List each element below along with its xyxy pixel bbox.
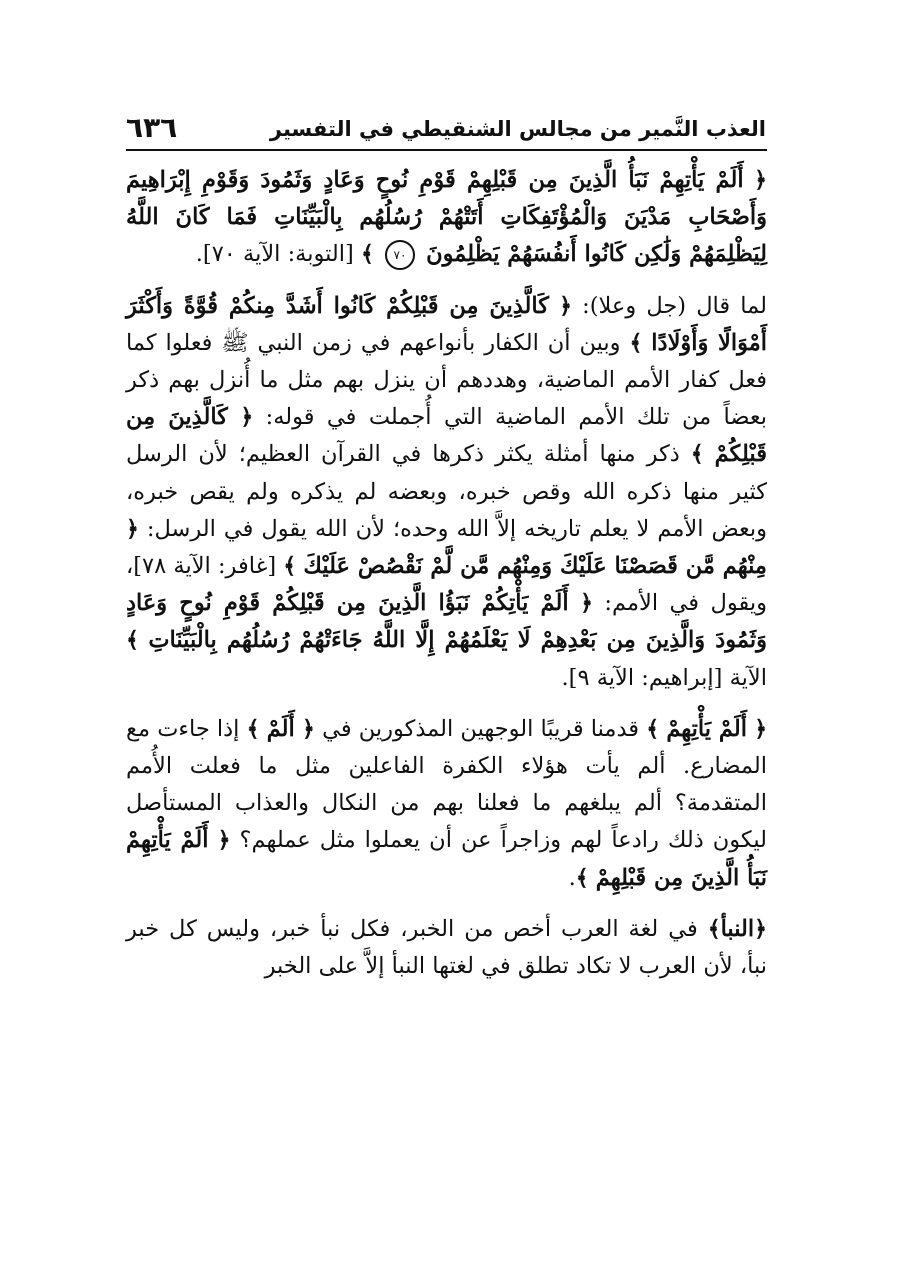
ornate-bracket-open: ﴿ [301,715,315,742]
paragraph-text: قدمنا قريبًا الوجهين المذكورين في [322,715,640,742]
ornate-bracket-open: ﴿ [754,715,768,742]
quran-verse: أَلَمْ يَأْتِهِمْ [666,715,747,742]
page-number: ٦٣٦ [126,111,178,144]
ornate-bracket-close: ﴾ [360,241,374,268]
paragraph-explanation [126,711,767,897]
quran-verse: أَلَمْ يَأْتِكُمْ نَبَؤُا الَّذِينَ مِن قَبْلِكُمْ قَوْمِ نُوحٍ وَعَادٍ وَثَمُودَ وَالَّذِينَ مِن بَعْدِهِمْ لَا يَعْلَمُهُمْ إِلَّا اللَّهُ جَاءَتْهُمْ رُسُلُهُم بِالْبَيِّنَاتِ [126,590,767,654]
ornate-bracket-close: ﴾ [575,864,589,891]
paragraph-text: ذكر منها أمثلة يكثر ذكرها في القرآن العظيم؛ لأن الرسل كثير منها ذكره الله وقص خبره، وبعضه لم يذكره ولم يقص خبره، وبعض الأمم لا يعلم تاريخه إلاَّ الله وحده؛ لأن الله يقول في الرسل: [126,441,767,542]
ornate-bracket-open: ﴿ [217,827,231,854]
ornate-bracket-close: ﴾ [246,715,260,742]
header-rule [126,149,767,151]
quran-verse: أَلَمْ يَأْتِهِمْ نَبَأُ الَّذِينَ مِن قَبْلِهِمْ قَوْمِ نُوحٍ وَعَادٍ وَثَمُودَ وَقَوْمِ إِبْرَاهِيمَ وَأَصْحَابِ مَدْيَنَ وَالْمُؤْتَفِكَاتِ أَتَتْهُمْ رُسُلُهُم بِالْبَيِّنَاتِ فَمَا كَانَ اللَّهُ لِيَظْلِمَهُمْ وَلَٰكِن كَانُوا أَنفُسَهُمْ يَظْلِمُونَ [126,167,767,268]
ornate-bracket-close: ﴾ [707,915,721,942]
page-body [126,162,767,999]
quran-verse: أَلَمْ يَأْتِهِمْ نَبَأُ الَّذِينَ مِن قَبْلِهِمْ [126,827,767,891]
paragraph-text: إذا جاءت مع المضارع. ألم يأت هؤلاء الكفرة الفاعلين مثل ما فعلت الأُمم المتقدمة؟ ألم يبلغهم ما فعلنا بهم من النكال والعذاب المستأصل ليكون ذلك رادعاً لهم وزاجراً عن أن يعملوا مثل عملهم؟ [126,715,767,854]
quran-verse: أَلَمْ [266,715,295,742]
quran-verse: كَالَّذِينَ مِن قَبْلِكُمْ [126,404,767,468]
ornate-bracket-open: ﴿ [580,590,593,617]
quran-verse: مِنْهُم مَّن قَصَصْنَا عَلَيْكَ وَمِنْهُم مَّن لَّمْ نَقْصُصْ عَلَيْكَ [303,553,767,580]
book-title: العذب النَّمير من مجالس الشنقيطي في التفسير [269,117,766,141]
verse-reference: الآية [إبراهيم: الآية ٩]. [561,664,767,691]
ornate-bracket-close: ﴾ [646,715,660,742]
paragraph-text: لما قال (جل وعلا): [582,292,768,319]
ornate-bracket-close: ﴾ [126,627,139,654]
ornate-bracket-open: ﴿ [559,292,572,319]
verse-reference: [التوبة: الآية ٧٠]. [195,241,354,268]
paragraph-naba [126,911,767,985]
ayah-number-marker: ٧٠ [385,240,415,270]
quran-verse: كَالَّذِينَ مِن قَبْلِكُمْ كَانُوا أَشَدَّ مِنكُمْ قُوَّةً وَأَكْثَرَ أَمْوَالًا وَأَوْلَادًا [126,292,768,356]
ornate-bracket-close: ﴾ [283,553,297,580]
ornate-bracket-open: ﴿ [754,915,768,942]
paragraph-commentary [126,288,767,697]
verse-reference: [غافر: الآية ٧٨]، [126,553,277,580]
ornate-bracket-close: ﴾ [629,329,643,356]
ornate-bracket-open: ﴿ [126,515,139,542]
paragraph-text: . [568,864,576,891]
ornate-bracket-open: ﴿ [240,404,254,431]
ornate-bracket-close: ﴾ [690,441,704,468]
paragraph-text: في لغة العرب أخص من الخبر، فكل نبأ خبر، وليس كل خبر نبأ، لأن العرب لا تكاد تطلق في لغتها النبأ إلاَّ على الخبر [126,915,767,980]
paragraph-verse-tawbah [126,162,767,274]
defined-term: النبأ [720,915,755,942]
ornate-bracket-open: ﴿ [754,167,768,193]
paragraph-text: وبين أن الكفار بأنواعهم في زمن النبي ﷺ فعلوا كما فعل كفار الأمم الماضية، وهددهم أن ينزل بهم مثل ما أُنزل بهم ذكر بعضاً من تلك الأمم الماضية التي أُجملت في قوله: [126,329,768,431]
paragraph-text: ويقول في الأمم: [604,590,767,617]
page-header [126,100,766,146]
